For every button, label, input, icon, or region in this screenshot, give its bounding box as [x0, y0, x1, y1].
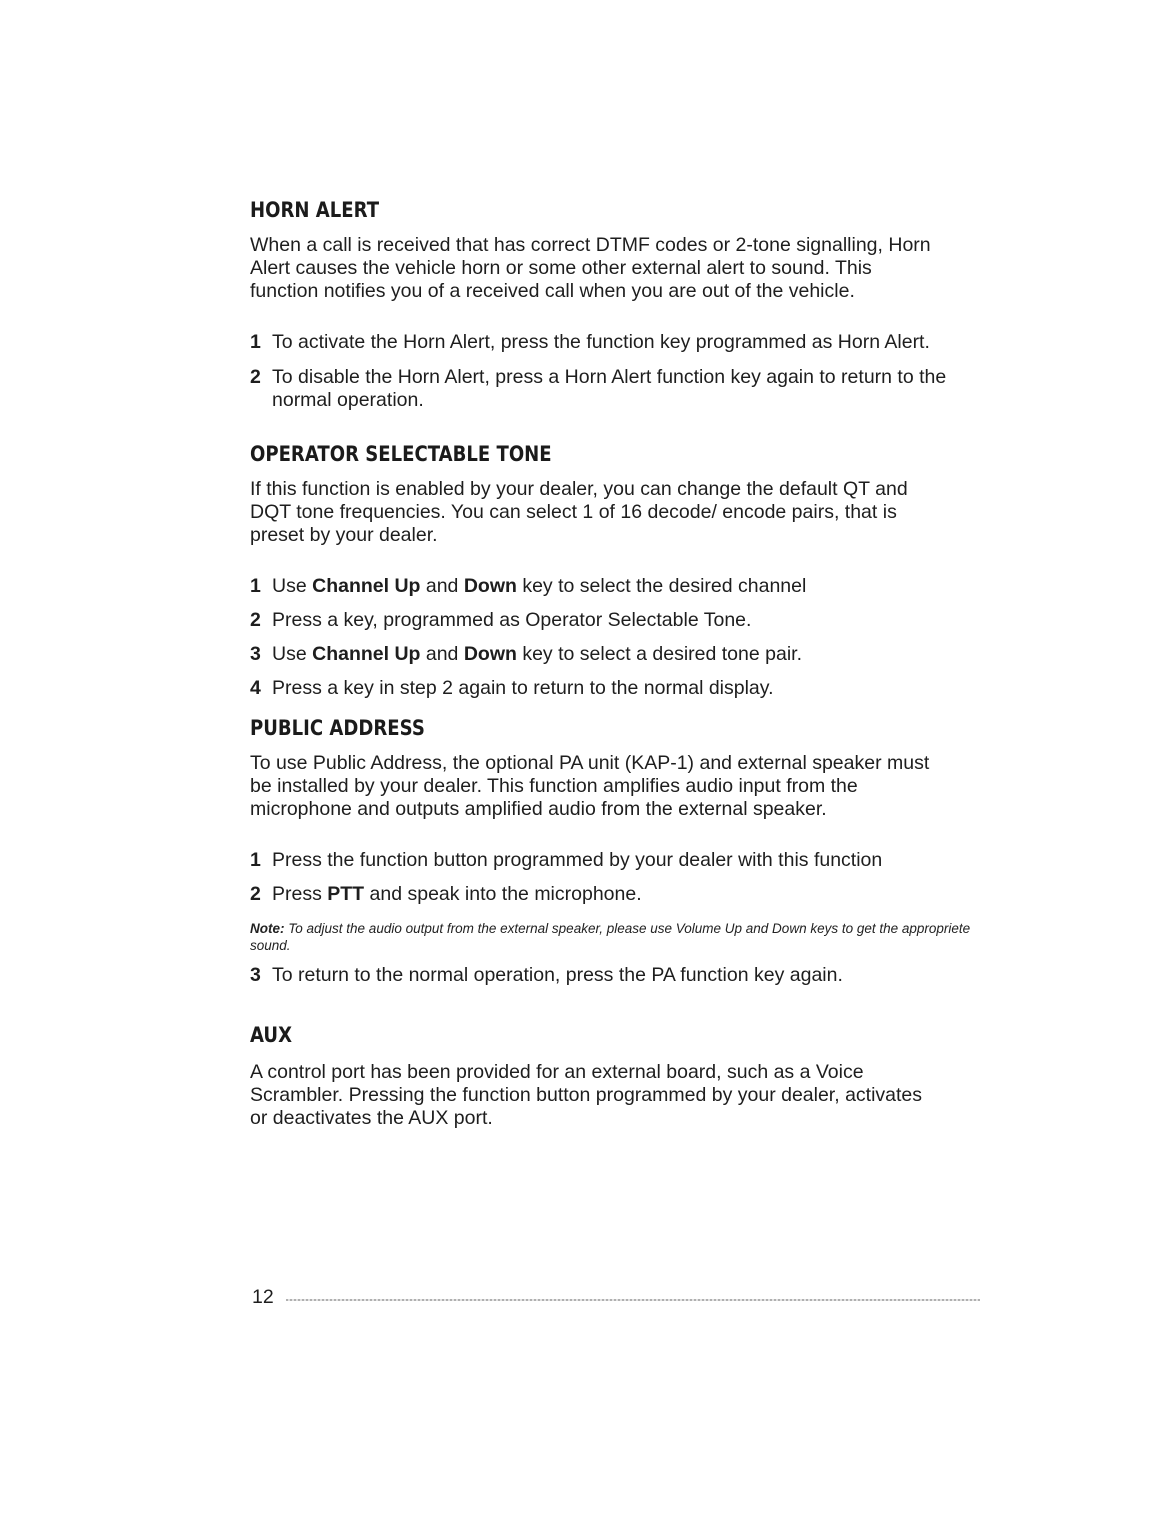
- section-aux: [250, 1023, 990, 1130]
- list-item: 4 Press a key in step 2 again to return to the normal display.: [250, 677, 774, 699]
- list-item: 1 Press the function button programmed by your dealer with this function: [250, 849, 883, 871]
- page-footer: [252, 1286, 980, 1309]
- section-public-address: [250, 716, 990, 987]
- steps-list: [250, 331, 990, 412]
- footer-rule: [286, 1299, 980, 1301]
- note-text: Note: To adjust the audio output from the external speaker, please use Volume Up and Down keys to get the appropriete sound.: [250, 921, 971, 953]
- list-item: 1 To activate the Horn Alert, press the function key programmed as Horn Alert.: [250, 331, 930, 353]
- section-paragraph: To use Public Address, the optional PA unit (KAP-1) and external speaker must be installed by your dealer. This function amplifies audio input from the microphone and outputs amplified audio from the external speaker.: [250, 752, 930, 820]
- list-item: 3 Use Channel Up and Down key to select a desired tone pair.: [250, 643, 802, 665]
- section-heading: AUX: [250, 1023, 293, 1047]
- page-number: 12: [252, 1286, 274, 1308]
- steps-list: [250, 849, 990, 906]
- list-item: 1 Use Channel Up and Down key to select the desired channel: [250, 575, 807, 597]
- section-heading: HORN ALERT: [250, 198, 380, 222]
- section-operator-selectable-tone: [250, 442, 990, 700]
- section-horn-alert: [250, 198, 990, 412]
- list-item: 3 To return to the normal operation, press the PA function key again.: [250, 964, 843, 986]
- steps-list: [250, 964, 990, 987]
- section-heading: OPERATOR SELECTABLE TONE: [250, 442, 552, 466]
- steps-list: [250, 575, 990, 700]
- section-heading: PUBLIC ADDRESS: [250, 716, 425, 740]
- list-item: 2 Press a key, programmed as Operator Selectable Tone.: [250, 609, 752, 631]
- section-paragraph: A control port has been provided for an external board, such as a Voice Scrambler. Pressing the function button programmed by your dealer, activates or deactivates the AUX port.: [250, 1061, 923, 1129]
- list-item: 2 To disable the Horn Alert, press a Horn Alert function key again to return to the normal operation.: [250, 366, 947, 411]
- section-paragraph: If this function is enabled by your dealer, you can change the default QT and DQT tone frequencies. You can select 1 of 16 decode/ encode pairs, that is preset by your dealer.: [250, 478, 908, 546]
- list-item: 2 Press PTT and speak into the microphone.: [250, 883, 642, 905]
- section-paragraph: When a call is received that has correct DTMF codes or 2-tone signalling, Horn Alert causes the vehicle horn or some other external alert to sound. This function notifies you of a received call when you are out of the vehicle.: [250, 234, 931, 302]
- page-content: [250, 198, 990, 1130]
